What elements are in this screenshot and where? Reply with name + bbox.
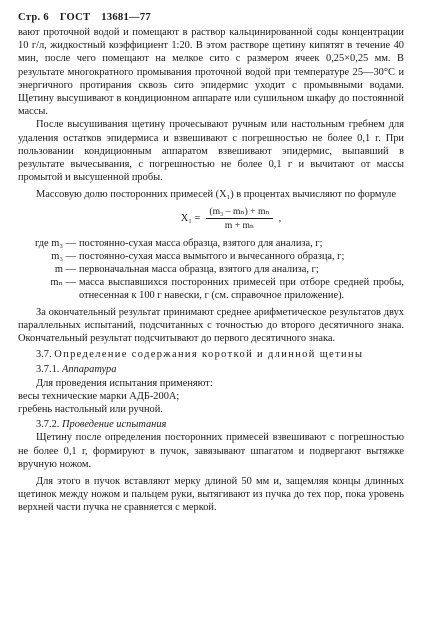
- standard-label: ГОСТ: [59, 12, 91, 23]
- page-number: Стр. 6: [18, 12, 49, 23]
- equipment-item: гребень настольный или ручной.: [18, 404, 163, 416]
- definition-item: [18, 263, 404, 276]
- equipment-item: весы технические марки АДБ-200А;: [18, 390, 180, 402]
- definition-symbol: m₃ —: [51, 250, 76, 262]
- formula-comma: ,: [278, 212, 282, 224]
- definition-text: первоначальная масса образца, взятого для анализа, г;: [79, 263, 319, 275]
- formula-denominator: m + mₙ: [224, 219, 255, 231]
- definition-text: постоянно-сухая масса вымытого и вычесанного образца, г;: [79, 250, 345, 262]
- definition-symbol: m₃ —: [51, 237, 76, 249]
- definition-lead: где: [35, 237, 49, 249]
- section-title: Определение содержания короткой и длинной щетины: [54, 349, 364, 361]
- definition-symbol: mₙ —: [50, 276, 76, 288]
- paragraph-final-result: За окончательный результат принимают среднее арифметическое результатов двух параллельных испытаний, подсчитанных с точностью до второго десятичного знака. Окончательный результат подсчитывают до первого десятичного знака.: [18, 306, 404, 345]
- paragraph-equipment-intro: Для проведения испытания применяют:: [36, 377, 213, 389]
- definition-symbol: m —: [54, 263, 76, 275]
- section-number: 3.7.1.: [36, 364, 60, 376]
- paragraph-drying: После высушивания щетину прочесывают ручным или настольным гребнем для удаления остатков эпидермиса и взвешивают с погрешностью не более 0,1 г. При пользовании кондиционным аппаратом взвешивают эпидермис, выпавший в результате вычесывания, с погрешностью не более 0,1 г и вычитают от массы промытой и высушенной пробы.: [18, 119, 404, 184]
- formula-fraction: [206, 206, 272, 231]
- definition-text: постоянно-сухая масса образца, взятого для анализа, г;: [79, 237, 323, 249]
- formula: [58, 206, 404, 231]
- paragraph-formula-intro: Массовую долю посторонних примесей (X₁) в процентах вычисляют по формуле: [36, 189, 396, 201]
- standard-number: 13681—77: [101, 12, 151, 23]
- section-heading-3-7-1: [18, 363, 404, 376]
- section-title: Проведение испытания: [62, 419, 167, 431]
- section-number: 3.7.: [36, 349, 52, 361]
- section-number: 3.7.2.: [36, 419, 60, 431]
- definition-item: [18, 250, 404, 263]
- definitions-list: [18, 237, 404, 302]
- formula-lhs: X₁ =: [180, 212, 201, 224]
- formula-numerator: (m₃ – mₙ) + mₙ: [206, 206, 272, 219]
- definition-item: [18, 237, 404, 250]
- section-heading-3-7-2: [18, 418, 404, 431]
- section-title: Аппаратура: [62, 364, 117, 376]
- page-header: [18, 12, 404, 23]
- section-heading-3-7: [18, 348, 404, 361]
- paragraph-test-procedure: Щетину после определения посторонних примесей взвешивают с погрешностью не более 0,1 г, формируют в пучок, завязывают шпагатом и подвергают вытяжке вручную ножом.: [18, 432, 404, 470]
- paragraph-measure: Для этого в пучок вставляют мерку длиной 50 мм и, защемляя концы длинных щетинок между ножом и пальцем руки, вытягивают из пучка до тех пор, пока уровень верхней части пучка не сравняется с меркой.: [18, 476, 404, 514]
- paragraph-washing: вают проточной водой и помещают в раствор кальцинированной соды концентрации 10 г/л, жидкостный коэффициент 1:20. В этом растворе щетину кипятят в течение 40 мин, после чего помещают на мелкое сито с размером ячеек 0,25×0,25 мм. В результате многократного промывания проточной водой при температуре 25—30°С и энергичного протирания сквозь сито эпидермис уходит с промывными водами. Щетину высушивают в кондиционном аппарате или сушильном шкафу до постоянной массы.: [18, 27, 404, 118]
- definition-item: [18, 276, 404, 302]
- definition-text: масса выспавшихся посторонних примесей при отборе средней пробы, отнесенная к 100 г навески, г (см. справочное приложение).: [79, 276, 404, 301]
